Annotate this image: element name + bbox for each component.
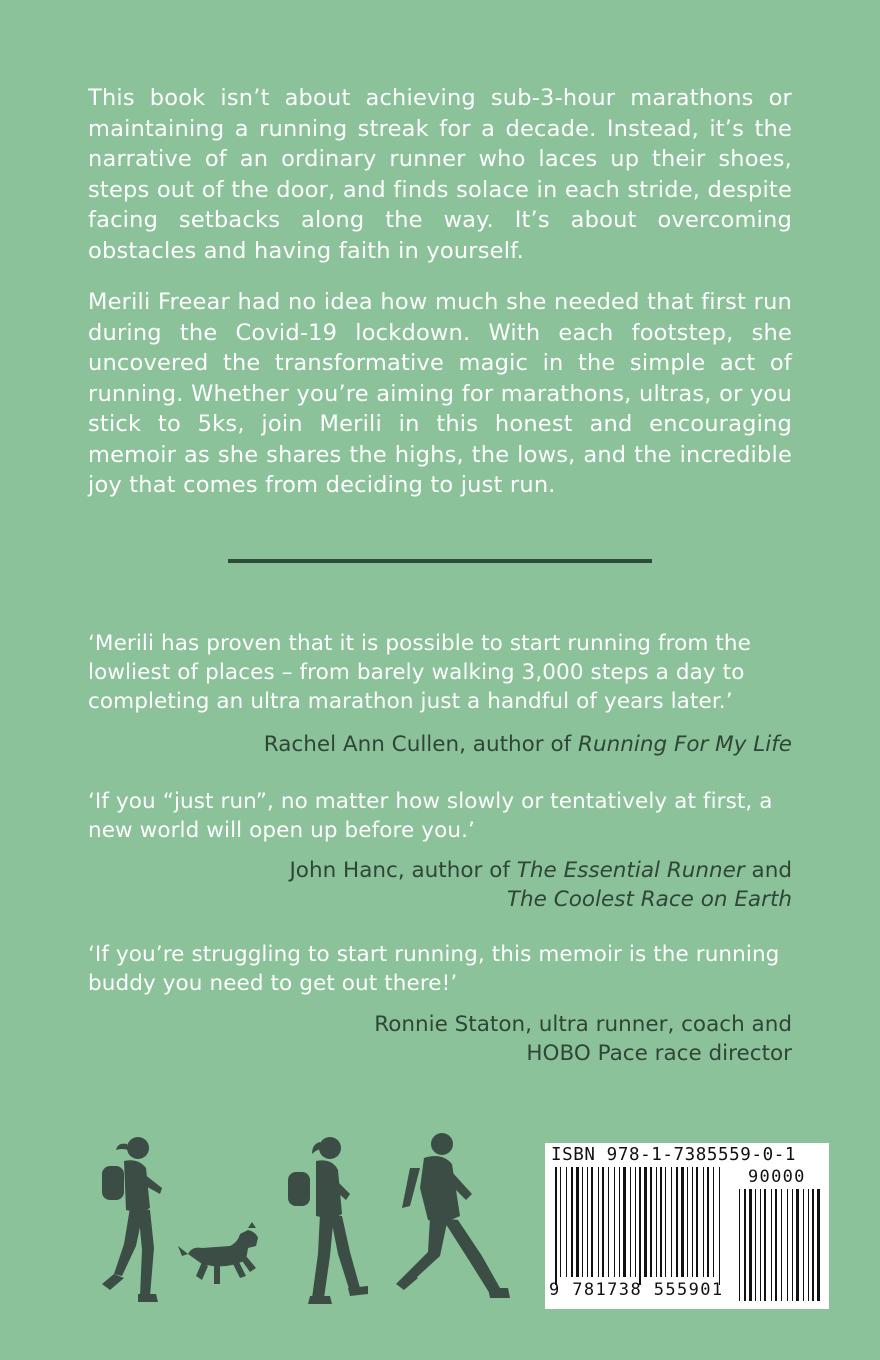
barcode-addon-bar xyxy=(775,1189,777,1301)
barcode-bar xyxy=(608,1167,609,1277)
barcode-bar xyxy=(576,1167,579,1277)
barcode-bar xyxy=(582,1167,583,1277)
barcode-bar xyxy=(656,1167,657,1277)
barcode-addon-bar xyxy=(755,1189,756,1301)
barcode-addon-bar xyxy=(771,1189,772,1301)
barcode-addon-bar xyxy=(808,1189,809,1301)
review-author-1: Rachel Ann Cullen, author of xyxy=(263,732,572,757)
barcode-bar xyxy=(587,1167,588,1277)
barcode-addon-bar xyxy=(781,1189,782,1301)
barcode-bar xyxy=(639,1167,641,1285)
blurb-paragraph-2: Merili Freear had no idea how much she needed that first run during the Covid-19 lockdown. With each footstep, she uncovered the transformative magic in the simple act of running. Whether you’re aiming for marathons, ultras, or you stick to 5ks, join Merili in this honest and encouraging memoir as she shares the highs, the lows, and the incredible joy that comes from deciding to just run. xyxy=(88,289,792,498)
barcode-bar xyxy=(644,1167,647,1277)
dog-icon xyxy=(178,1222,258,1284)
barcode-bar xyxy=(660,1167,662,1277)
barcode-bar xyxy=(555,1167,557,1285)
barcode-addon-bar xyxy=(764,1189,766,1301)
barcode-ean-digits: 9 781738 555901 xyxy=(549,1280,724,1300)
isbn-label: ISBN 978-1-7385559-0-1 xyxy=(551,1145,796,1165)
barcode-bar xyxy=(560,1167,561,1277)
barcode-bar xyxy=(598,1167,599,1277)
barcode-addon-bar xyxy=(787,1189,788,1301)
blurb-paragraph-1: This book isn’t about achieving sub-3-hour marathons or maintaining a running streak for a decade. Instead, it’s the narrative of an ordinary runner who laces up their shoes, steps out of the door, and finds solace in each stride, despite facing setbacks along the way. It’s about overcoming obstacles and having faith in yourself. xyxy=(88,85,792,264)
barcode-bar xyxy=(665,1167,666,1277)
barcode-addon-bar xyxy=(760,1189,761,1301)
barcode-bar xyxy=(707,1167,709,1277)
barcode-bar xyxy=(635,1167,636,1277)
section-divider xyxy=(228,559,652,563)
review-joiner-2: and xyxy=(751,858,792,883)
review-attribution-3 xyxy=(88,1010,792,1068)
barcode-addon-bar xyxy=(739,1189,740,1301)
barcode-bar xyxy=(713,1167,714,1277)
isbn-barcode xyxy=(545,1143,829,1309)
barcode-bar xyxy=(671,1167,672,1277)
barcode-addon-bar xyxy=(796,1189,799,1301)
barcode-addon-bar xyxy=(817,1189,820,1301)
barcode-bar xyxy=(619,1167,620,1277)
barcode-bar xyxy=(571,1167,573,1277)
barcode-addon-number: 90000 xyxy=(748,1167,806,1187)
barcode-bar xyxy=(566,1167,567,1277)
review-book-title-1: Running For My Life xyxy=(578,732,792,757)
barcode-bar xyxy=(650,1167,652,1277)
review-attribution-1 xyxy=(88,730,792,759)
review-author-3b: HOBO Pace race director xyxy=(526,1041,792,1066)
barcode-bar xyxy=(719,1167,720,1285)
review-attribution-2 xyxy=(88,856,792,914)
barcode-bar xyxy=(681,1167,684,1277)
barcode-addon-bar xyxy=(744,1189,746,1301)
review-book-title-2a: The Essential Runner xyxy=(516,858,745,883)
barcode-bar xyxy=(692,1167,693,1277)
barcode-bar xyxy=(630,1167,631,1277)
review-quote-1: ‘Merili has proven that it is possible to start running from the lowliest of places – from barely walking 3,000 steps a day to completing an ultra marathon just a handful of years later.’ xyxy=(88,631,751,714)
barcode-addon-bar xyxy=(792,1189,793,1301)
review-quote-2: ‘If you “just run”, no matter how slowly or tentatively at first, a new world will open up before you.’ xyxy=(88,789,773,843)
review-author-2: John Hanc, author of xyxy=(289,858,510,883)
runners-illustration xyxy=(80,1128,520,1318)
barcode-addon-bar xyxy=(803,1189,804,1301)
barcode-bar xyxy=(696,1167,698,1277)
review-quote-3: ‘If you’re struggling to start running, this memoir is the running buddy you need to get out there!’ xyxy=(88,942,780,996)
barcode-bar xyxy=(591,1167,593,1277)
runner-woman-icon xyxy=(288,1137,368,1304)
barcode-bar xyxy=(676,1167,678,1277)
barcode-addon-bar xyxy=(812,1189,814,1301)
barcode-addon-bar xyxy=(749,1189,752,1301)
review-author-3a: Ronnie Staton, ultra runner, coach and xyxy=(374,1012,792,1037)
runner-woman-icon xyxy=(102,1137,162,1302)
review-book-title-2b: The Coolest Race on Earth xyxy=(506,887,792,912)
barcode-bar xyxy=(623,1167,626,1277)
barcode-bar xyxy=(614,1167,615,1277)
barcode-bar xyxy=(687,1167,688,1277)
runner-man-icon xyxy=(396,1133,510,1298)
barcode-bar xyxy=(703,1167,704,1277)
barcode-bar xyxy=(602,1167,604,1277)
